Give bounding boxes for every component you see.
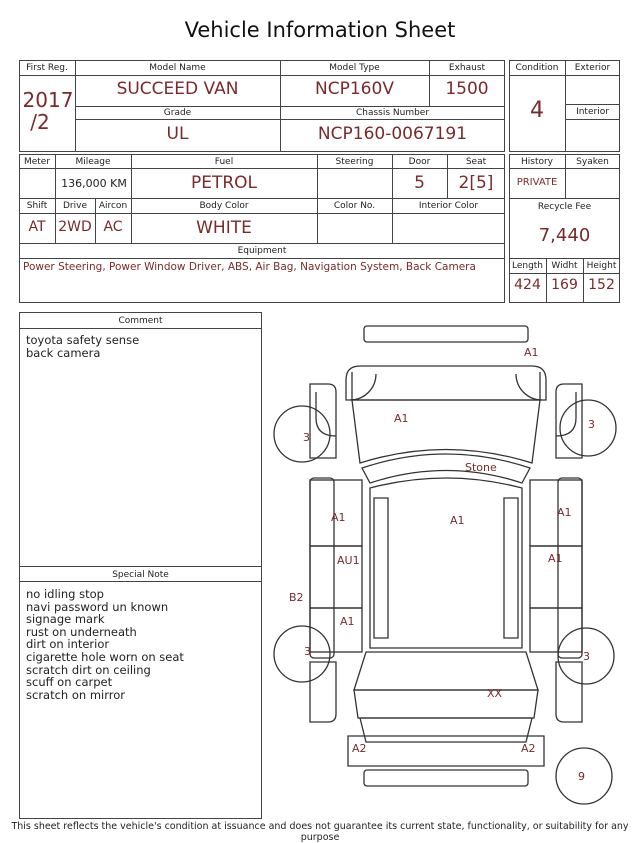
comment-line: toyota safety sense <box>26 333 140 347</box>
front-grille-panel <box>346 366 546 400</box>
aircon-label: Aircon <box>98 201 128 211</box>
meter-label: Meter <box>23 157 51 167</box>
door-value: 5 <box>414 173 425 193</box>
height-value: 152 <box>588 277 615 293</box>
special-note-line: navi password un known <box>26 599 169 614</box>
tire-rear-left <box>274 626 330 682</box>
mark-front-bumper: A1 <box>524 346 539 359</box>
car-damage-diagram <box>270 318 620 818</box>
special-note-label: Special Note <box>112 570 169 580</box>
page-title: Vehicle Information Sheet <box>184 18 456 42</box>
condition-label: Condition <box>515 63 559 73</box>
first-reg-month: /2 <box>30 110 50 134</box>
drive-label: Drive <box>63 201 87 211</box>
grade-label: Grade <box>163 108 192 118</box>
grade-value: UL <box>166 124 189 144</box>
mark-rear-left-quarter: A1 <box>340 615 355 628</box>
mark-tire-front-left: 3 <box>303 431 310 444</box>
front-left-fender <box>310 384 336 458</box>
width-label: Widht <box>551 261 578 271</box>
first-reg-year: 2017 <box>22 88 74 112</box>
front-right-fender <box>556 384 582 458</box>
right-rocker-panel <box>558 478 582 658</box>
condition-value: 4 <box>530 98 544 123</box>
mark-roof: A1 <box>450 514 465 527</box>
mileage-value: 136,000 KM <box>61 177 127 190</box>
mark-front-left-door: A1 <box>331 511 346 524</box>
comment-list <box>26 334 258 359</box>
aircon-value: AC <box>103 219 123 235</box>
mark-left-rocker: B2 <box>289 591 304 604</box>
special-note-line: no idling stop <box>26 587 104 601</box>
special-note-line: scratch dirt on ceiling <box>26 662 151 677</box>
equipment-label: Equipment <box>237 246 287 256</box>
length-label: Length <box>511 261 544 271</box>
rear-bumper-bar <box>364 770 528 786</box>
rear-glass-panel <box>354 652 538 690</box>
fuel-label: Fuel <box>214 157 234 167</box>
roof-panel <box>370 478 522 648</box>
equipment-value: Power Steering, Power Window Driver, ABS, Air Bag, Navigation System, Back Camera <box>23 261 476 273</box>
shift-value: AT <box>28 219 46 235</box>
length-value: 424 <box>514 277 541 293</box>
recycle-fee-value: 7,440 <box>538 225 591 246</box>
interior-label: Interior <box>576 107 609 117</box>
disclaimer-footer: This sheet reflects the vehicle's condition at issuance and does not guarantee its current state, functionality, or suitability for any purpose <box>11 821 629 843</box>
front-right-door-panel <box>530 480 582 546</box>
mark-rear-left-door: AU1 <box>337 554 360 567</box>
door-label: Door <box>408 157 431 167</box>
fuel-value: PETROL <box>190 173 258 193</box>
steering-label: Steering <box>335 157 374 167</box>
special-note-line: dirt on interior <box>26 637 110 652</box>
special-note-line: scratch on mirror <box>26 687 126 702</box>
special-note-list <box>26 588 258 701</box>
model-type-value: NCP160V <box>315 79 394 99</box>
width-value: 169 <box>551 277 578 293</box>
seat-value: 2[5] <box>458 173 494 193</box>
comment-line: back camera <box>26 345 101 360</box>
special-note-line: signage mark <box>26 612 105 627</box>
tire-front-left <box>274 406 330 462</box>
mark-rear-right-door: A1 <box>548 552 563 565</box>
recycle-fee-label: Recycle Fee <box>537 202 592 212</box>
mileage-label: Mileage <box>75 157 111 167</box>
first-reg-label: First Reg. <box>26 63 68 73</box>
rear-bumper-panel <box>348 736 544 766</box>
mark-spare: 9 <box>578 770 585 783</box>
exhaust-label: Exhaust <box>448 63 486 73</box>
height-label: Height <box>586 261 617 271</box>
special-note-line: rust on underneath <box>26 624 137 639</box>
color-no-label: Color No. <box>333 201 376 211</box>
chassis-label: Chassis Number <box>355 108 430 118</box>
exhaust-value: 1500 <box>445 79 489 99</box>
mark-rear-glass: XX <box>487 687 503 700</box>
rear-right-fender <box>556 662 582 722</box>
model-type-label: Model Type <box>329 63 380 73</box>
mark-front-right-door: A1 <box>557 506 572 519</box>
seat-label: Seat <box>465 157 487 167</box>
shift-label: Shift <box>26 201 48 211</box>
body-color-label: Body Color <box>199 201 249 211</box>
exterior-label: Exterior <box>574 63 611 73</box>
front-bumper-panel <box>364 326 528 342</box>
interior-color-label: Interior Color <box>418 201 479 211</box>
history-value: PRIVATE <box>516 177 558 188</box>
model-name-label: Model Name <box>149 63 206 73</box>
body-color-value: WHITE <box>196 218 252 238</box>
special-note-line: scuff on carpet <box>26 675 113 690</box>
mark-rear-bumper-right: A2 <box>521 742 536 755</box>
syaken-label: Syaken <box>576 157 609 167</box>
drive-value: 2WD <box>58 219 92 235</box>
mark-windshield: Stone <box>465 461 497 474</box>
comment-label: Comment <box>118 316 163 326</box>
special-note-line: cigarette hole worn on seat <box>26 649 184 664</box>
rear-left-fender <box>310 662 336 722</box>
mark-tire-rear-right: 3 <box>583 650 590 663</box>
mark-tire-front-right: 3 <box>588 418 595 431</box>
history-label: History <box>520 157 554 167</box>
mark-rear-bumper-left: A2 <box>352 742 367 755</box>
tailgate-panel <box>354 690 538 718</box>
left-rocker-panel <box>310 478 334 658</box>
chassis-value: NCP160-0067191 <box>317 124 468 144</box>
model-name-value: SUCCEED VAN <box>116 79 239 99</box>
mark-tire-rear-left: 3 <box>304 645 311 658</box>
mark-hood: A1 <box>394 412 409 425</box>
